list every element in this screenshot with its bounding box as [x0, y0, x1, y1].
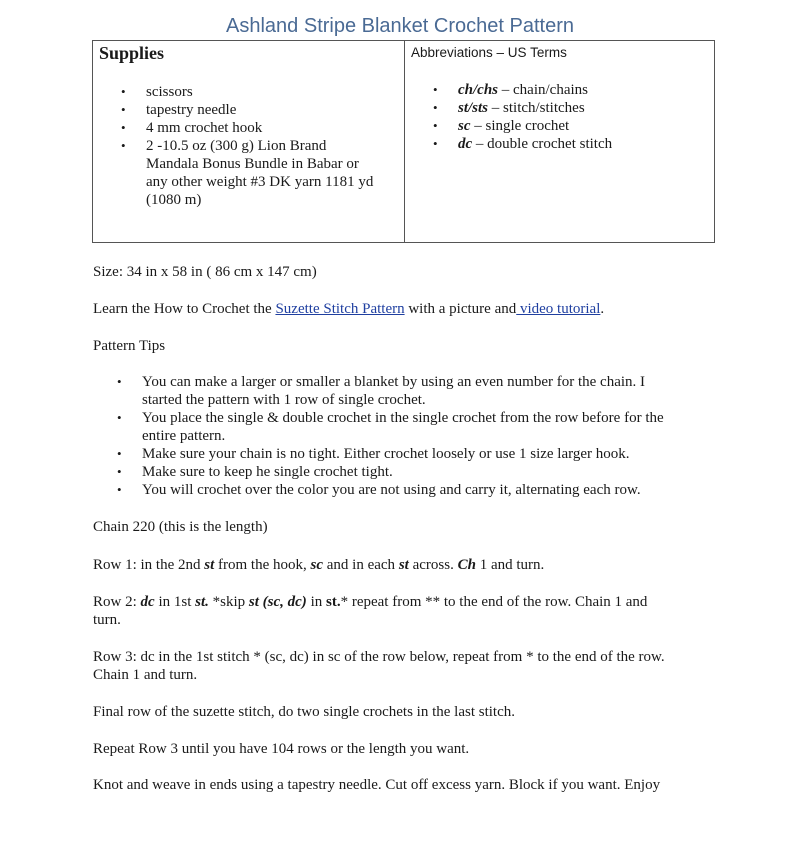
list-item: • Make sure your chain is no tight. Either crochet loosely or use 1 size larger hook. [117, 446, 630, 462]
suzette-stitch-link[interactable]: Suzette Stitch Pattern [275, 301, 405, 317]
size-text: Size: 34 in x 58 in ( 86 cm x 147 cm) [93, 264, 317, 280]
row-3-text: Row 3: dc in the 1st stitch * (sc, dc) in sc of the row below, repeat from * to the end of the row. Chain 1 and turn. [93, 649, 665, 683]
bullet-icon: • [433, 100, 438, 115]
tips-list [117, 373, 717, 499]
list-item: • scissors [121, 84, 193, 100]
bullet-icon: • [433, 136, 438, 151]
abbreviations-heading: Abbreviations – US Terms [411, 45, 567, 60]
bullet-icon: • [117, 374, 122, 389]
list-item: • You will crochet over the color you are not using and carry it, alternating each row. [117, 482, 641, 498]
list-item: • You place the single & double crochet in the single crochet from the row before for the entire pattern. [117, 410, 664, 444]
repeat-text: Repeat Row 3 until you have 104 rows or the length you want. [93, 741, 470, 757]
abbreviations-list [433, 81, 703, 153]
bullet-icon: • [117, 446, 122, 461]
chain-text: Chain 220 (this is the length) [93, 519, 268, 535]
bullet-icon: • [117, 410, 122, 425]
abbreviation-term: sc [458, 118, 471, 134]
list-item [433, 117, 703, 135]
supplies-table [92, 40, 715, 243]
row-2-text: Row 2: dc in 1st st. *skip st (sc, dc) in st.* repeat from ** to the end of the row. Chain 1 and turn. [93, 594, 648, 628]
bullet-icon: • [433, 82, 438, 97]
supplies-heading: Supplies [99, 43, 165, 63]
supplies-list [121, 83, 381, 209]
list-item [433, 135, 703, 153]
abbreviation-term: dc [458, 136, 473, 152]
list-item: • 2 -10.5 oz (300 g) Lion Brand Mandala Bonus Bundle in Babar or any other weight #3 DK yarn 1181 yd (1080 m) [121, 138, 374, 208]
bullet-icon: • [117, 482, 122, 497]
video-tutorial-link[interactable]: video tutorial [516, 301, 601, 317]
abbreviation-definition: – stitch/stitches [491, 100, 585, 116]
abbreviation-definition: – single crochet [474, 118, 570, 134]
document-title: Ashland Stripe Blanket Crochet Pattern [226, 15, 574, 37]
table-divider [404, 41, 405, 242]
list-item: • You can make a larger or smaller a blanket by using an even number for the chain. I started the pattern with 1 row of single crochet. [117, 374, 646, 408]
final-row-text: Final row of the suzette stitch, do two single crochets in the last stitch. [93, 704, 515, 720]
learn-paragraph: Learn the How to Crochet the Suzette Stitch Pattern with a picture and video tutorial. [93, 301, 605, 317]
bullet-icon: • [121, 102, 126, 117]
list-item [433, 99, 703, 117]
tips-heading: Pattern Tips [93, 338, 166, 354]
bullet-icon: • [121, 84, 126, 99]
list-item: • 4 mm crochet hook [121, 120, 263, 136]
bullet-icon: • [121, 120, 126, 135]
abbreviation-term: ch/chs [458, 82, 499, 98]
list-item: • Make sure to keep he single crochet tight. [117, 464, 393, 480]
abbreviation-definition: – double crochet stitch [475, 136, 613, 152]
finishing-text: Knot and weave in ends using a tapestry needle. Cut off excess yarn. Block if you want. Enjoy [93, 777, 661, 793]
list-item: • tapestry needle [121, 102, 237, 118]
row-1-text: Row 1: in the 2nd st from the hook, sc and in each st across. Ch 1 and turn. [93, 557, 545, 573]
list-item [433, 81, 703, 99]
abbreviation-definition: – chain/chains [501, 82, 588, 98]
bullet-icon: • [117, 464, 122, 479]
bullet-icon: • [433, 118, 438, 133]
abbreviation-term: st/sts [458, 100, 489, 116]
bullet-icon: • [121, 138, 126, 153]
